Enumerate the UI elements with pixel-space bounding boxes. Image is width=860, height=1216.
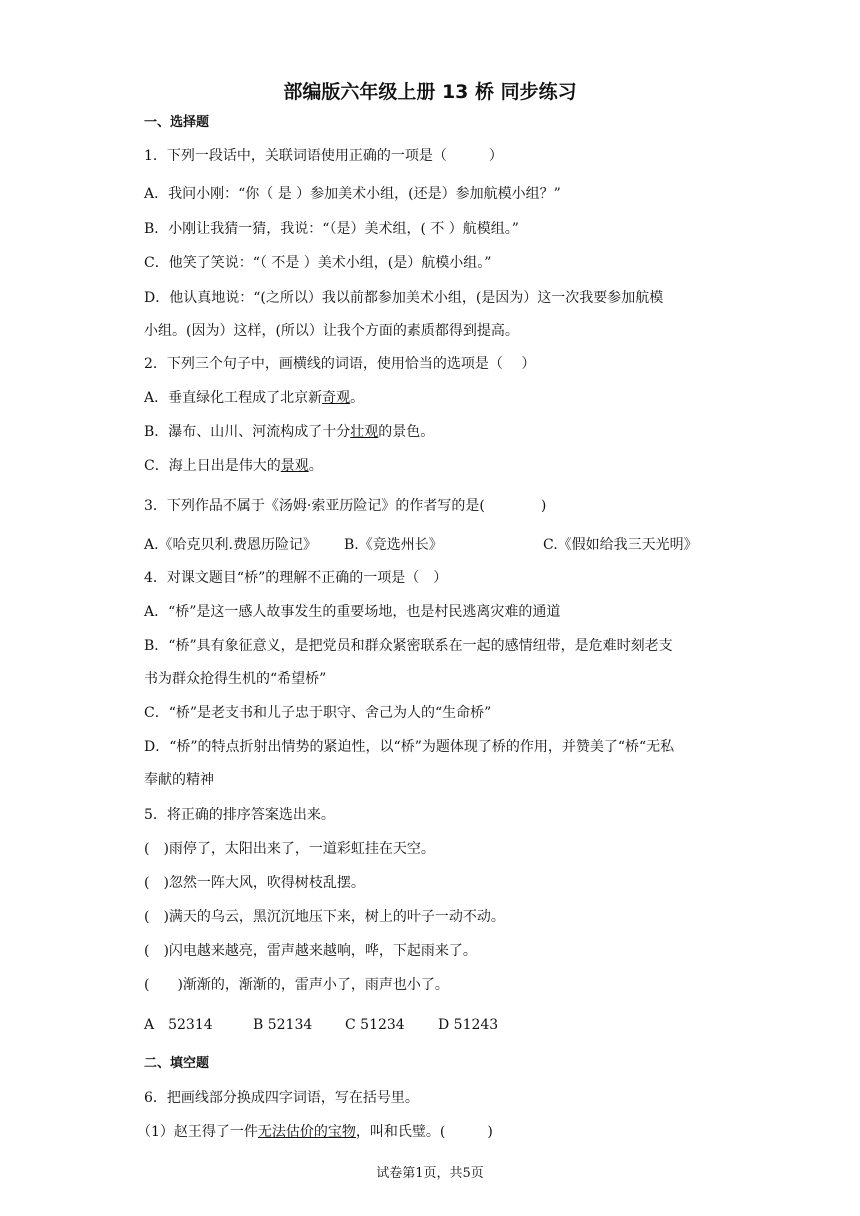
q4-stem: 4．对课文题目“桥”的理解不正确的一项是（ ） [144, 570, 448, 586]
q1-stem: 1．下列一段话中，关联词语使用正确的一项是（ ） [144, 148, 503, 164]
q4-option-a: A．“桥”是这一感人故事发生的重要场地，也是村民逃离灾难的通道 [144, 604, 561, 620]
q1-option-c: C．他笑了笑说：“（ 不是 ）美术小组，(是）航模小组。” [144, 255, 492, 271]
q3-stem: 3．下列作品不属于《汤姆·索亚历险记》的作者写的是( ) [144, 498, 547, 514]
q5-sentence-2: ( )忽然一阵大风，吹得树枝乱摆。 [144, 875, 365, 891]
q1-option-d-line2: 小组。(因为）这样，(所以）让我个方面的素质都得到提高。 [144, 323, 519, 339]
underlined-word: 奇观 [322, 390, 351, 406]
q5-sentence-3: ( )满天的乌云，黑沉沉地压下来，树上的叶子一动不动。 [144, 909, 505, 925]
q3-option-a: A.《哈克贝利.费恩历险记》 [144, 537, 318, 553]
q2-option-c: C．海上日出是伟大的景观。 [144, 458, 323, 474]
q1-option-a: A．我问小刚：“你（ 是 ）参加美术小组，(还是）参加航模小组？” [144, 186, 561, 202]
underlined-word: 景观 [280, 458, 309, 474]
q4-option-c: C．“桥”是老支书和儿子忠于职守、舍己为人的“生命桥” [144, 705, 492, 721]
section-heading-fill: 二、填空题 [144, 1056, 210, 1071]
q5-option-c: C 51234 [345, 1017, 405, 1033]
q4-option-d-line1: D．“桥”的特点折射出情势的紧迫性，以“桥”为题体现了桥的作用，并赞美了“桥“无私 [144, 739, 675, 755]
q5-sentence-1: ( )雨停了，太阳出来了，一道彩虹挂在天空。 [144, 841, 435, 857]
q5-sentence-5: ( )渐渐的，渐渐的，雷声小了，雨声也小了。 [144, 977, 449, 993]
q4-option-b-line2: 书为群众抢得生机的“希望桥” [144, 671, 327, 687]
section-heading-choice: 一、选择题 [144, 115, 210, 130]
q2-option-a: A．垂直绿化工程成了北京新奇观。 [144, 390, 365, 406]
q5-sentence-4: ( )闪电越来越亮，雷声越来越响，哗，下起雨来了。 [144, 943, 477, 959]
q6-sentence-1: （1）赵王得了一件无法估价的宝物，叫和氏璧。( ) [137, 1124, 493, 1140]
q2-stem: 2．下列三个句子中，画横线的词语，使用恰当的选项是（ ） [144, 356, 536, 372]
q5-option-a: A 52314 [144, 1017, 213, 1033]
q5-option-d: D 51243 [438, 1017, 499, 1033]
q1-option-b: B．小刚让我猜一猜，我说：“（是）美术组，( 不 ）航模组。” [144, 221, 519, 237]
q5-option-b: B 52134 [253, 1017, 313, 1033]
q1-option-d-line1: D．他认真地说：“(之所以）我以前都参加美术小组，(是因为）这一次我要参加航模 [144, 290, 664, 306]
q3-option-c: C.《假如给我三天光明》 [543, 537, 698, 553]
q3-option-b: B.《竞选州长》 [344, 537, 443, 553]
page-title: 部编版六年级上册 13 桥 同步练习 [283, 81, 577, 103]
page-footer: 试卷第1页，共5页 [376, 1166, 484, 1181]
q6-stem: 6．把画线部分换成四字词语，写在括号里。 [144, 1090, 419, 1106]
underlined-word: 壮观 [350, 424, 379, 440]
q5-stem: 5．将正确的排序答案选出来。 [144, 807, 335, 823]
underlined-phrase: 无法估价的宝物 [257, 1124, 356, 1140]
q4-option-d-line2: 奉献的精神 [144, 772, 214, 788]
q2-option-b: B．瀑布、山川、河流构成了十分壮观的景色。 [144, 424, 435, 440]
q4-option-b-line1: B．“桥”具有象征意义，是把党员和群众紧密联系在一起的感情纽带，是危难时刻老支 [144, 638, 673, 654]
